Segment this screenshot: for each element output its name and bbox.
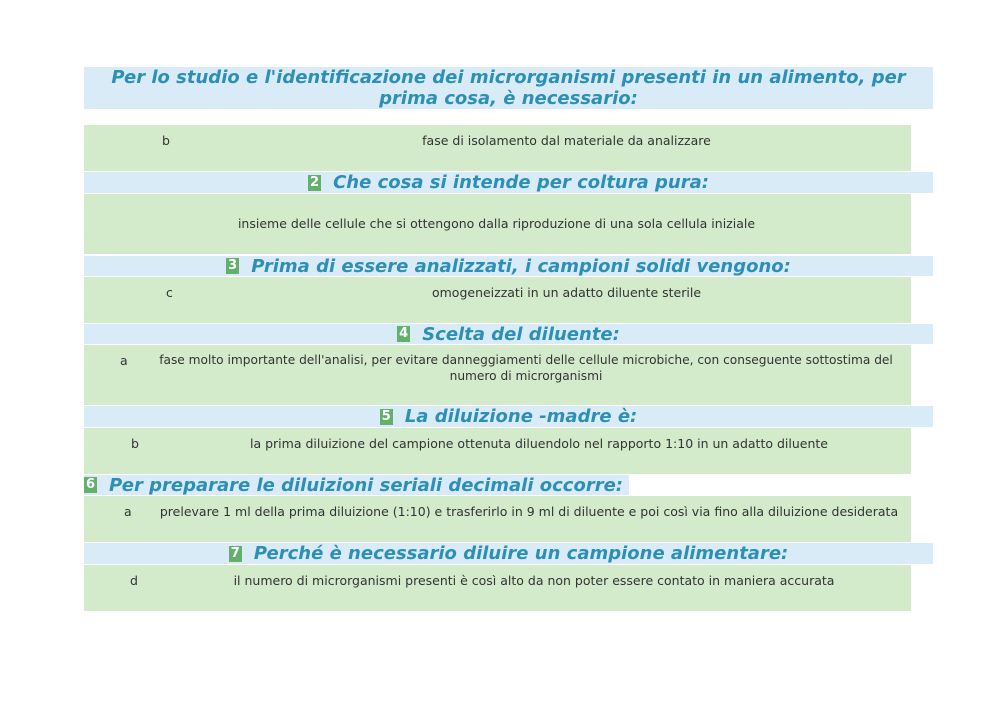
answer-6-letter: a (124, 504, 132, 519)
question-2-number: 2 (310, 174, 320, 190)
answer-7-row (84, 565, 911, 611)
question-6-text: Per preparare le diluizioni seriali decimali occorre: (109, 474, 623, 496)
answer-1-row (84, 125, 911, 171)
answer-3-text: omogeneizzati in un adatto diluente sterile (431, 285, 702, 300)
question-6-number: 6 (86, 477, 96, 492)
question-6-header (84, 475, 629, 495)
answer-7-text: il numero di microrganismi presenti è così alto da non poter essere contato in maniera accurata (233, 573, 835, 588)
answer-6-row (84, 496, 911, 542)
answer-5-text: la prima diluizione del campione ottenuta diluendolo nel rapporto 1:10 in un adatto diluente (250, 436, 828, 451)
answer-4-text: fase molto importante dell'analisi, per evitare danneggiamenti delle cellule microbiche, con conseguente sottostima del numero di microrganismi (159, 353, 893, 383)
answer-4-letter: a (120, 353, 128, 368)
answer-1-letter: b (162, 133, 170, 148)
question-1-text: Per lo studio e l'identificazione dei microrganismi presenti in un alimento, per prima cosa, è necessario: (111, 67, 906, 109)
question-3-header (84, 256, 933, 276)
question-5-header (84, 406, 933, 427)
answer-2-row (84, 194, 911, 254)
question-2-text: Che cosa si intende per coltura pura: (333, 172, 709, 193)
answer-5-row (84, 428, 911, 474)
answer-2-text: insieme delle cellule che si ottengono dalla riproduzione di una sola cellula iniziale (237, 216, 756, 231)
question-4-number: 4 (399, 326, 409, 341)
question-3-text: Prima di essere analizzati, i campioni solidi vengono: (251, 255, 791, 277)
answer-5-letter: b (131, 436, 139, 451)
question-1-header (84, 67, 933, 109)
question-7-number: 7 (230, 545, 240, 561)
question-7-text: Perché è necessario diluire un campione alimentare: (253, 543, 789, 564)
question-7-header (84, 543, 933, 564)
answer-3-letter: c (166, 285, 173, 300)
question-3-number: 3 (228, 258, 238, 273)
answer-1-text: fase di isolamento dal materiale da analizzare (422, 133, 711, 148)
answer-4-row (84, 345, 911, 405)
question-5-number: 5 (381, 408, 391, 424)
question-2-header (84, 172, 933, 193)
answer-7-letter: d (130, 573, 138, 588)
answer-3-row (84, 277, 911, 323)
question-4-text: Scelta del diluente: (422, 323, 620, 345)
question-4-header (84, 324, 933, 344)
question-5-text: La diluizione -madre è: (404, 406, 638, 427)
answer-6-text: prelevare 1 ml della prima diluizione (1:10) e trasferirlo in 9 ml di diluente e poi così via fino alla diluizione desiderata (159, 504, 899, 519)
